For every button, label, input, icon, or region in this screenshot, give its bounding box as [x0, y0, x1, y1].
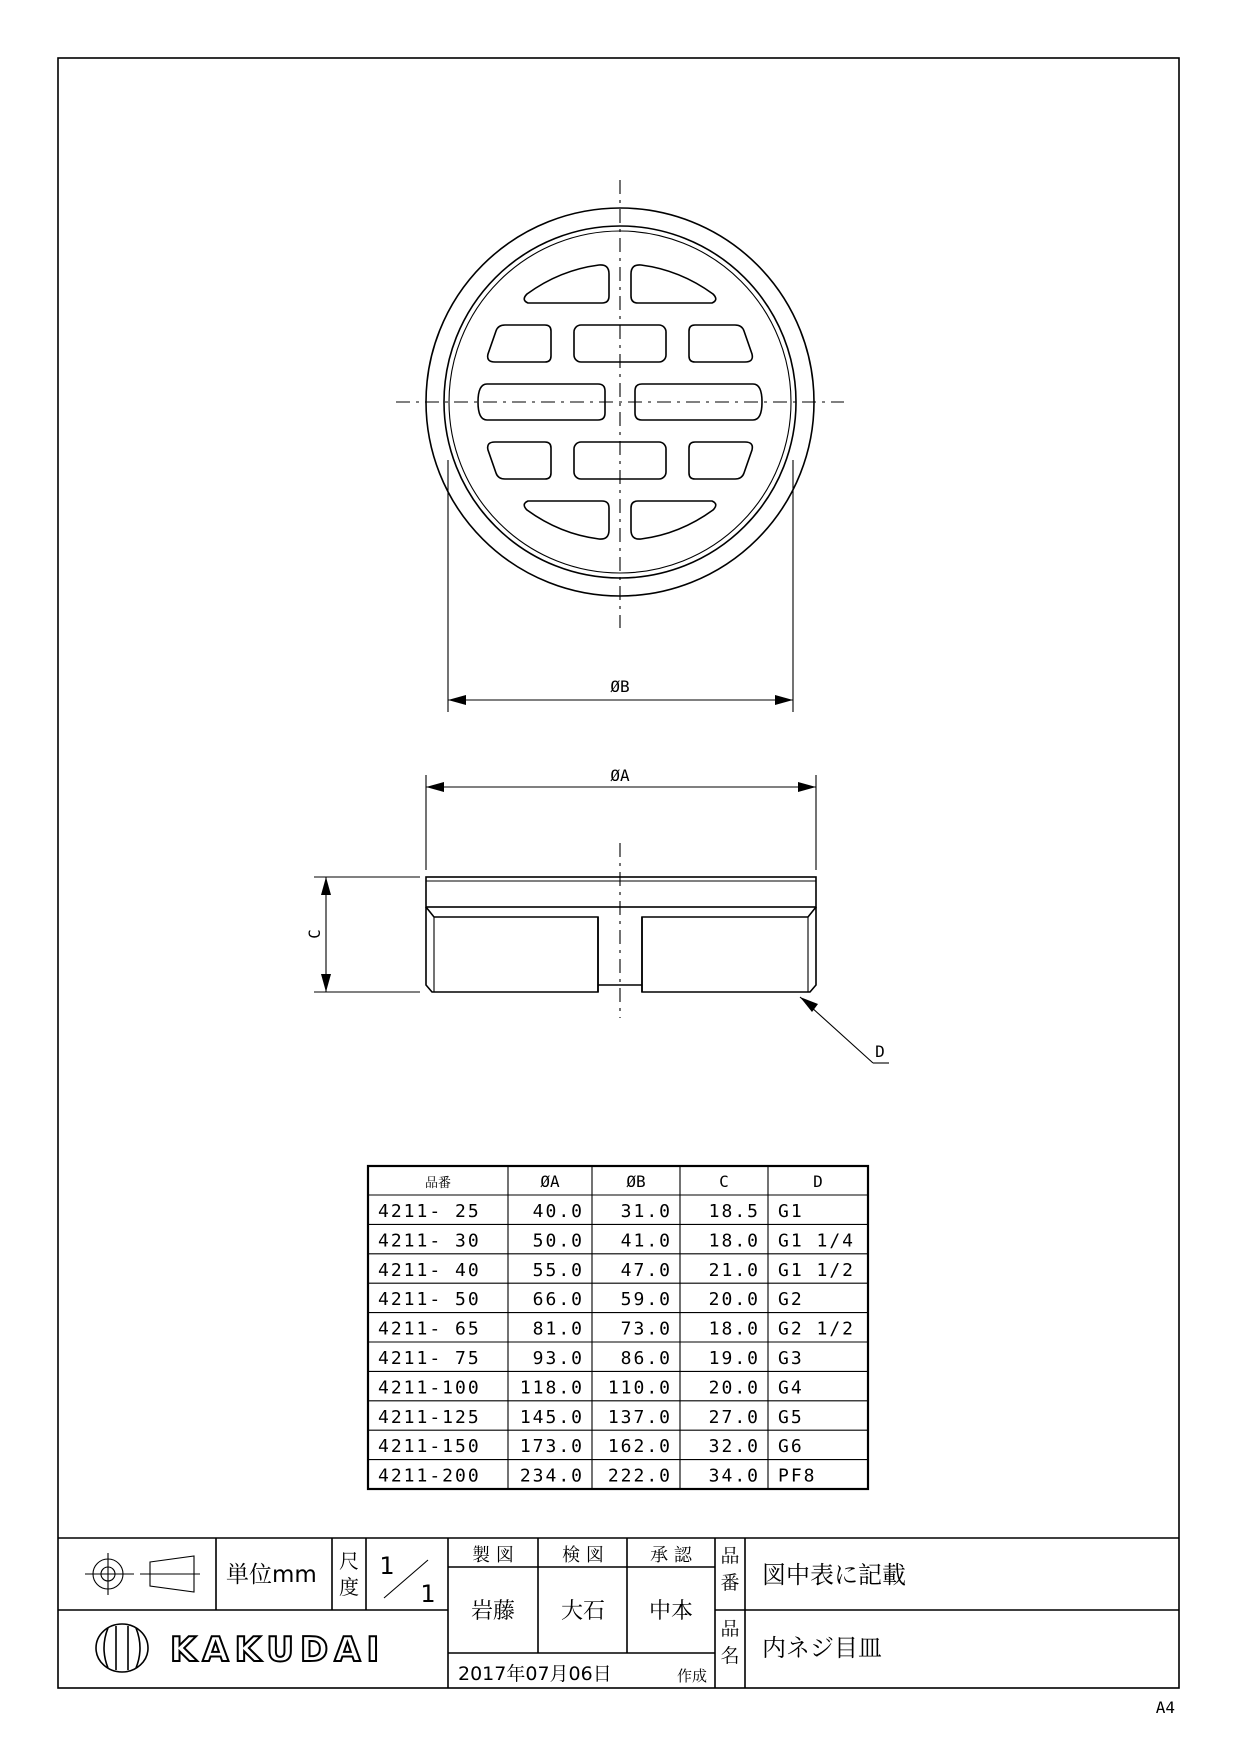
table-cell: 4211-100: [378, 1377, 481, 1399]
table-cell: 41.0: [620, 1230, 672, 1252]
table-cell: 118.0: [519, 1377, 584, 1399]
table-cell: 222.0: [607, 1465, 672, 1487]
table-cell: 4211- 65: [378, 1318, 481, 1340]
table-cell: 86.0: [620, 1348, 672, 1369]
table-cell: 234.0: [519, 1465, 584, 1487]
table-cell: 31.0: [620, 1201, 672, 1222]
table-cell: 4211- 40: [378, 1259, 481, 1281]
table-cell: 18.0: [708, 1318, 760, 1340]
part-no-label: 番: [720, 1572, 740, 1594]
table-cell: 4211-150: [378, 1436, 481, 1458]
table-cell: 50.0: [532, 1230, 584, 1252]
arrow-head: [800, 997, 818, 1012]
table-cell: 34.0: [708, 1465, 760, 1487]
table-header-cell: ØB: [626, 1172, 646, 1191]
dimension-label-b: ØB: [610, 677, 630, 696]
arrow-head: [798, 782, 816, 792]
part-name-label: 品: [720, 1618, 740, 1640]
checked-by-label: 検 図: [562, 1545, 604, 1566]
slot: [631, 501, 716, 539]
table-cell: 137.0: [607, 1406, 672, 1428]
slot: [524, 265, 609, 303]
unit-label: 単位mm: [226, 1562, 317, 1588]
table-header-cell: D: [813, 1172, 823, 1191]
dimension-label-c: C: [305, 929, 324, 939]
table-cell: G4: [778, 1377, 804, 1399]
arrow-head: [448, 695, 466, 705]
table-cell: 4211- 30: [378, 1230, 481, 1252]
slot: [631, 265, 716, 303]
drawn-by-name: 岩藤: [470, 1599, 516, 1624]
scale-label: 度: [339, 1575, 359, 1599]
table-cell: 81.0: [532, 1318, 584, 1340]
table-cell: 93.0: [532, 1348, 584, 1369]
table-cell: G3: [778, 1348, 804, 1369]
table-header-cell: C: [719, 1172, 729, 1191]
table-cell: 18.0: [708, 1230, 760, 1252]
table-cell: 21.0: [708, 1259, 760, 1281]
table-cell: PF8: [778, 1465, 817, 1487]
arrow-head: [321, 877, 331, 895]
part-name-label: 名: [720, 1645, 740, 1667]
created-label: 作成: [676, 1667, 707, 1685]
table-cell: 47.0: [620, 1259, 672, 1281]
dimension-label-a: ØA: [610, 766, 630, 785]
scale-label: 尺: [339, 1549, 359, 1573]
table-cell: 20.0: [708, 1289, 760, 1311]
approved-by-name: 中本: [648, 1599, 694, 1624]
scale-numerator: 1: [379, 1552, 395, 1580]
table-cell: 4211-125: [378, 1406, 481, 1428]
side-view: [305, 766, 889, 1063]
part-no-value: 図中表に記載: [762, 1561, 906, 1589]
spec-table: [368, 1166, 868, 1489]
slot: [488, 325, 551, 362]
part-name-value: 内ネジ目皿: [762, 1634, 882, 1662]
drawn-by-label: 製 図: [472, 1545, 514, 1566]
approved-by-label: 承 認: [650, 1545, 692, 1566]
table-cell: 27.0: [708, 1406, 760, 1428]
table-cell: 18.5: [708, 1201, 760, 1222]
scale-denominator: 1: [420, 1580, 436, 1608]
thread-body-right: [642, 907, 816, 992]
table-cell: G2 1/2: [778, 1318, 856, 1340]
table-cell: 55.0: [532, 1259, 584, 1281]
table-cell: 4211-200: [378, 1465, 481, 1487]
table-cell: G1: [778, 1201, 804, 1222]
table-cell: G2: [778, 1289, 804, 1311]
date: 2017年07月06日: [458, 1663, 612, 1685]
paper-size: A4: [1155, 1698, 1175, 1717]
checked-by-name: 大石: [560, 1599, 606, 1624]
brand-name: KAKUDAI: [170, 1630, 386, 1670]
slot: [689, 325, 752, 362]
table-cell: 110.0: [607, 1377, 672, 1399]
table-header-cell: ØA: [540, 1172, 560, 1191]
table-cell: 162.0: [607, 1436, 672, 1458]
table-cell: 32.0: [708, 1436, 760, 1458]
table-cell: 4211- 25: [378, 1201, 481, 1222]
thread-body-left: [426, 907, 598, 992]
slot: [524, 501, 609, 539]
table-cell: 40.0: [532, 1201, 584, 1222]
table-cell: 66.0: [532, 1289, 584, 1311]
table-cell: G5: [778, 1406, 804, 1428]
arrow-head: [321, 974, 331, 992]
table-cell: 4211- 75: [378, 1348, 481, 1369]
table-cell: 73.0: [620, 1318, 672, 1340]
table-cell: G1 1/4: [778, 1230, 856, 1252]
kakudai-logo-icon: [96, 1624, 148, 1672]
table-cell: 173.0: [519, 1436, 584, 1458]
title-block: [58, 1538, 1179, 1688]
table-cell: G6: [778, 1436, 804, 1458]
table-cell: 20.0: [708, 1377, 760, 1399]
table-cell: 59.0: [620, 1289, 672, 1311]
top-view: [396, 180, 844, 712]
table-header-cell: 品番: [424, 1176, 452, 1191]
part-no-label: 品: [720, 1545, 740, 1567]
dimension-label-d: D: [875, 1042, 885, 1061]
table-cell: G1 1/2: [778, 1259, 856, 1281]
slot: [689, 442, 752, 479]
arrow-head: [426, 782, 444, 792]
slot: [488, 442, 551, 479]
table-cell: 4211- 50: [378, 1289, 481, 1311]
table-cell: 145.0: [519, 1406, 584, 1428]
arrow-head: [775, 695, 793, 705]
table-cell: 19.0: [708, 1348, 760, 1369]
third-angle-projection-icon: [85, 1553, 200, 1595]
